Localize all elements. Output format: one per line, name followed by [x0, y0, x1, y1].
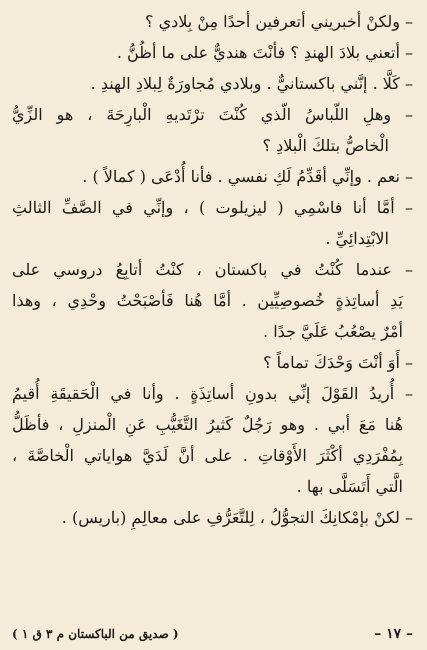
text-line: هُنا مَعَ أبي . وهو رَجُلٌ كَثيرُ التَّغَيُّبِ عَنِ الْمنزلِ ، فأظَلُّ [12, 415, 403, 434]
text-line: – أَوَ أنْتَ وَحْدَكَ تماماً ؟ [263, 353, 413, 372]
text-line: يَدِ أساتِذةٍ خُصوصِيِّين . أمَّا هُنا فَأصْبَحْتُ وحْدِي ، وهذا [12, 291, 403, 310]
text-line: – كَلَّا . إنَّني باكستانيٌّ . وبلادي مُجاورَةٌ لِبلادِ الهندِ . [90, 74, 413, 93]
body-text [12, 6, 413, 533]
text-line: الْخاصُّ بتلكَ الْبلادِ ؟ [262, 136, 389, 155]
text-line: أمْرٌ يصْعُبُ عَلَيَّ جدًا . [263, 322, 403, 341]
text-line: – وهلِ اللّباسُ الّذي كُنْتَ ترْتَديهِ الْبارِحَةَ ، هو الزِّيُّ [12, 105, 413, 124]
text-line: – نعم . وإنِّي أقَدِّمُ لَكِ نفسي . فأنا أُدْعَى ( كمالاً ) . [82, 167, 413, 186]
text-line: – أمَّا أنا فاسْمِي ( ليزيلوت ) ، وإنِّي في الصَّفِّ الثالثِ [12, 198, 413, 217]
text-line: الَّتي أَتَسَلَّى بها . [296, 477, 403, 496]
text-line: – لكنْ بإمْكانِكَ التجوُّلُ ، لِلتَّعَرُّفِ على معالِمِ (باريس) . [61, 508, 413, 527]
text-line: – أُريدُ القَوْلَ إنِّي بدونِ أساتِذَةٍ . وأنا في الْحَقيقَةِ أُقيمُ [12, 384, 413, 403]
page-footer [12, 626, 413, 642]
text-line: – أتعني بلادَ الهندِ ؟ فأنْتَ هنديٌّ على ما أظُنُّ . [116, 43, 413, 62]
page-number: – ١٧ – [374, 626, 413, 642]
text-line: – عندما كُنْتُ في باكستان ، كنْتُ أتابِعُ دروسي على [12, 260, 413, 279]
text-line: الابْتِدائِيِّ . [325, 229, 389, 248]
text-line: بِمُفْرَدِي أكْثَرَ الأَوْقاتِ . على أنَّ لَدَيَّ هواياتي الْخاصَّةَ ، [12, 446, 403, 465]
book-reference: ( صديق من الباكستان م ٣ ق ١ ) [12, 627, 179, 641]
text-line: – ولكنْ أخبريني أتعرفين أحدًا مِنْ بِلادي ؟ [145, 12, 413, 31]
